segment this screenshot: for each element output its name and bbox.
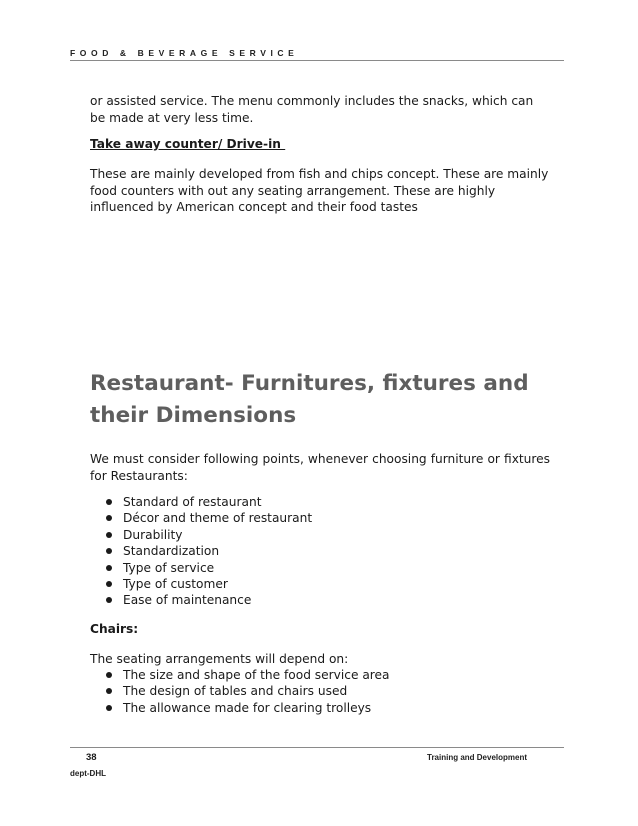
- list-item: The allowance made for clearing trolleys: [104, 700, 544, 716]
- page-number: 38: [86, 752, 97, 763]
- chairs-intro: The seating arrangements will depend on:: [90, 652, 349, 666]
- footer-divider: [70, 747, 564, 748]
- list-item: Standard of restaurant: [104, 494, 544, 510]
- section-intro: We must consider following points, whenever choosing furniture or fixtures for Restaurants:: [90, 452, 550, 483]
- list-item: Durability: [104, 527, 544, 543]
- list-item: Ease of maintenance: [104, 592, 544, 608]
- footer-dept-code: dept-DHL: [70, 769, 106, 778]
- list-item: The size and shape of the food service area: [104, 667, 544, 683]
- running-header: FOOD & BEVERAGE SERVICE: [70, 48, 299, 58]
- header-divider: [70, 60, 564, 61]
- chairs-criteria-list: [104, 667, 544, 716]
- list-item: Décor and theme of restaurant: [104, 510, 544, 526]
- list-item: The design of tables and chairs used: [104, 683, 544, 699]
- list-item: Standardization: [104, 543, 544, 559]
- chairs-heading: Chairs:: [90, 622, 139, 636]
- list-item: Type of service: [104, 560, 544, 576]
- takeaway-heading: Take away counter/ Drive-in: [90, 137, 286, 151]
- footer-department-label: Training and Development: [427, 753, 528, 762]
- intro-paragraph: or assisted service. The menu commonly includes the snacks, which can be made at very less time.: [90, 94, 534, 125]
- section-title: Restaurant- Furnitures, fixtures and their Dimensions: [90, 371, 529, 428]
- takeaway-paragraph: These are mainly developed from fish and chips concept. These are mainly food counters with out any seating arrangement. These are highly influenced by American concept and their food tastes: [90, 167, 549, 214]
- furniture-criteria-list: [104, 494, 544, 609]
- list-item: Type of customer: [104, 576, 544, 592]
